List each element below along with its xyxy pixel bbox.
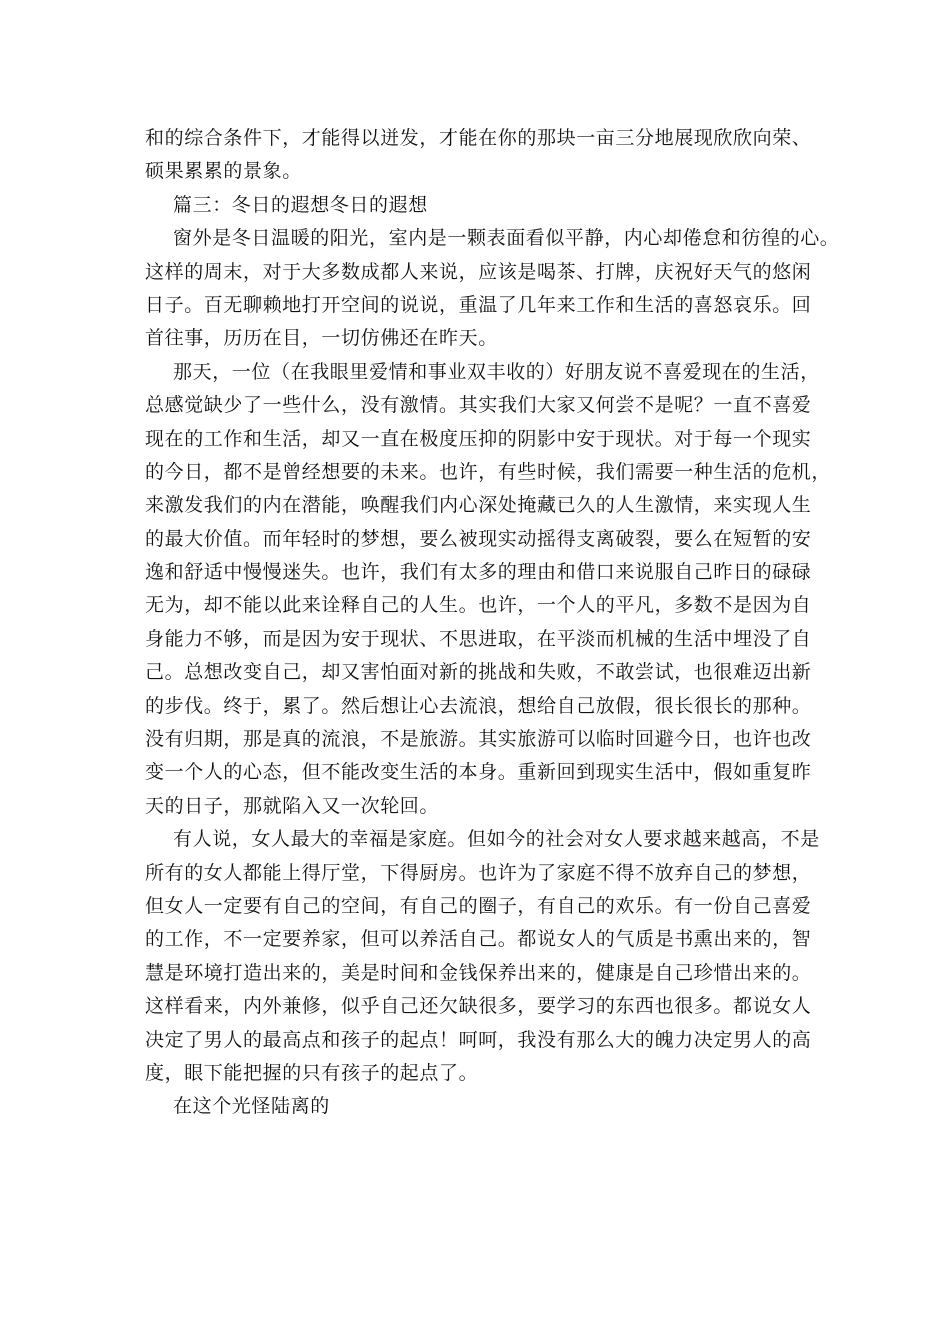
text-line: 己。总想改变自己，却又害怕面对新的挑战和失败，不敢尝试，也很难迈出新 <box>145 661 812 684</box>
text-line: 天的日子，那就陷入又一次轮回。 <box>145 794 440 817</box>
text-line: 度，眼下能把握的只有孩子的起点了。 <box>145 1061 479 1084</box>
text-line: 没有归期，那是真的流浪，不是旅游。其实旅游可以临时回避今日，也许也改 <box>145 728 812 751</box>
text-line: 的今日，都不是曾经想要的未来。也许，有些时候，我们需要一种生活的危机， <box>145 460 832 483</box>
text-line: 但女人一定要有自己的空间，有自己的圈子，有自己的欢乐。有一份自己喜爱 <box>145 894 812 917</box>
document-body <box>145 122 840 1124</box>
section-heading: 篇三：冬日的遐想冬日的遐想 <box>173 193 428 216</box>
text-line: 日子。百无聊赖地打开空间的说说，重温了几年来工作和生活的喜怒哀乐。回 <box>145 293 812 316</box>
text-line: 来激发我们的内在潜能，唤醒我们内心深处掩藏已久的人生激情，来实现人生 <box>145 494 812 517</box>
text-line: 和的综合条件下，才能得以迸发，才能在你的那块一亩三分地展现欣欣向荣、 <box>145 127 812 149</box>
text-line: 逸和舒适中慢慢迷失。也许，我们有太多的理由和借口来说服自己昨日的碌碌 <box>145 561 812 584</box>
text-line: 那天，一位（在我眼里爱情和事业双丰收的）好朋友说不喜爱现在的生活， <box>173 360 820 383</box>
text-line: 总感觉缺少了一些什么，没有激情。其实我们大家又何尝不是呢？一直不喜爱 <box>145 394 812 417</box>
text-line: 这样看来，内外兼修，似乎自己还欠缺很多，要学习的东西也很多。都说女人 <box>145 995 812 1018</box>
text-line: 在这个光怪陆离的 <box>173 1095 330 1118</box>
text-line: 有人说，女人最大的幸福是家庭。但如今的社会对女人要求越来越高，不是 <box>173 828 820 851</box>
text-line: 慧是环境打造出来的，美是时间和金钱保养出来的，健康是自己珍惜出来的。 <box>145 961 812 984</box>
text-line: 硕果累累的景象。 <box>145 160 302 183</box>
text-line: 窗外是冬日温暖的阳光，室内是一颗表面看似平静，内心却倦怠和彷徨的心。 <box>173 227 840 250</box>
text-line: 所有的女人都能上得厅堂，下得厨房。也许为了家庭不得不放弃自己的梦想， <box>145 861 812 884</box>
text-line: 的步伐。终于，累了。然后想让心去流浪，想给自己放假，很长很长的那种。 <box>145 694 812 717</box>
text-line: 这样的周末，对于大多数成都人来说，应该是喝茶、打牌，庆祝好天气的悠闲 <box>145 260 812 283</box>
text-line: 首往事，历历在目，一切仿佛还在昨天。 <box>145 327 498 350</box>
text-line: 变一个人的心态，但不能改变生活的本身。重新回到现实生活中，假如重复昨 <box>145 761 812 784</box>
text-line: 现在的工作和生活，却又一直在极度压抑的阴影中安于现状。对于每一个现实 <box>145 427 812 450</box>
text-line: 的工作，不一定要养家，但可以养活自己。都说女人的气质是书熏出来的，智 <box>145 928 812 951</box>
text-line: 无为，却不能以此来诠释自己的人生。也许，一个人的平凡，多数不是因为自 <box>145 594 812 617</box>
text-line: 决定了男人的最高点和孩子的起点！呵呵，我没有那么大的魄力决定男人的高 <box>145 1028 812 1051</box>
text-line: 的最大价值。而年轻时的梦想，要么被现实动摇得支离破裂，要么在短暂的安 <box>145 527 812 550</box>
text-line: 身能力不够，而是因为安于现状、不思进取，在平淡而机械的生活中埋没了自 <box>145 627 812 650</box>
